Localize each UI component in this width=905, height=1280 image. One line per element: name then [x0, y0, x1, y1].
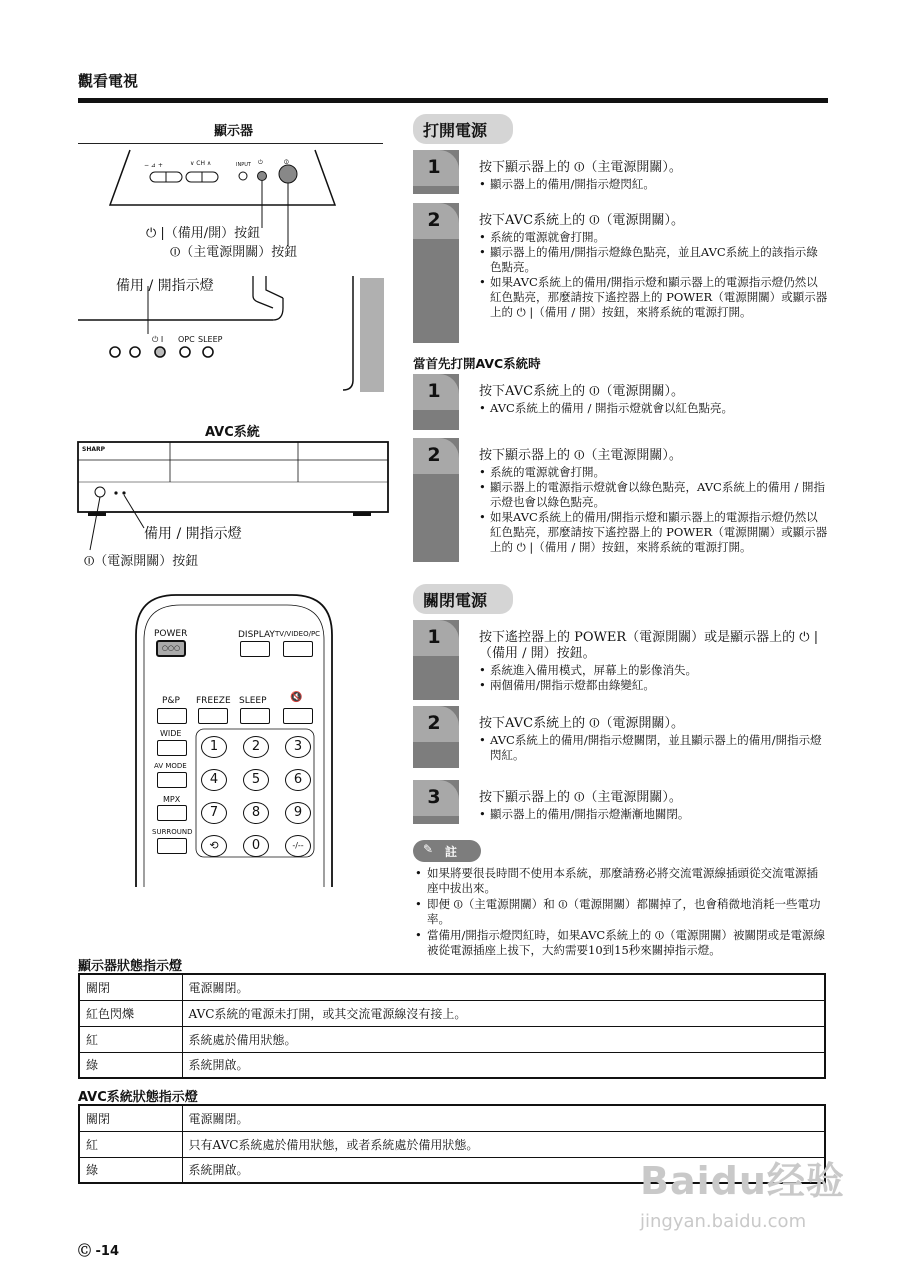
remote-pnp-label: P&P [162, 696, 180, 706]
vol-label: − ⊿ + [144, 162, 163, 169]
step-tab: 2 [413, 203, 459, 343]
remote-sleep-button[interactable] [240, 708, 270, 724]
ch-label: ∨ CH ∧ [190, 160, 212, 167]
step-tab: 2 [413, 706, 459, 768]
step-tab: 3 [413, 780, 459, 824]
remote-pnp-button[interactable] [157, 708, 187, 724]
step-bullet: • 兩個備用/開指示燈都由綠變紅。 [479, 678, 829, 693]
step-bullet: • 如果AVC系統上的備用/開指示燈和顯示器上的電源指示燈仍然以紅色點亮，那麼請按下遙控器上的 POWER（電源開關）或顯示器上的 ⏻ |（備用 / 開）按鈕，來將系統的電源打開。 [479, 510, 829, 555]
step-bullet: • 顯示器上的備用/開指示燈閃紅。 [479, 177, 829, 192]
input-label: INPUT [236, 162, 251, 168]
remote-mute-button[interactable] [283, 708, 313, 724]
standby-glyph: ⏻ [258, 159, 263, 166]
step-tab: 2 [413, 438, 459, 562]
note-item: • 即便 ⏼（主電源開關）和 ⏼（電源開關）都關掉了，也會稍微地消耗一些電功率。 [413, 897, 828, 926]
avc-power-button-label: ⏼（電源開關）按鈕 [84, 554, 199, 569]
indicator-opc-text: OPC [178, 335, 195, 344]
main-power-button-label: ⏼（主電源開關）按鈕 [170, 245, 298, 260]
remote-power-label: POWER [154, 629, 188, 639]
remote-display-label: DISPLAY [238, 630, 275, 640]
avc-first-subhead: 當首先打開AVC系統時 [413, 356, 541, 371]
indicator-standby-text: ⏻ I [152, 335, 164, 344]
power-glyph: ⏼ [284, 159, 289, 166]
step-instruction: 按下AVC系統上的 ⏼（電源開關）。 [479, 213, 684, 228]
baidu-watermark: Baidu经验 jingyan.baidu.com [640, 1159, 845, 1232]
remote-key-9[interactable]: 9 [285, 802, 311, 824]
avc-brand-logo: SHARP [82, 446, 106, 453]
table-row: 關閉 電源關閉。 [79, 1105, 825, 1131]
table-row: 紅色閃爍 AVC系統的電源未打開，或其交流電源線沒有接上。 [79, 1000, 825, 1026]
display-title: 顯示器 [214, 124, 254, 139]
step-instruction: 按下AVC系統上的 ⏼（電源開關）。 [479, 716, 684, 731]
remote-key-7[interactable]: 7 [201, 802, 227, 824]
display-corner-diagram [78, 268, 388, 400]
display-status-table [78, 973, 826, 1079]
remote-freeze-label: FREEZE [196, 696, 231, 706]
step-bullet: • 系統的電源就會打開。 [479, 465, 829, 480]
display-indicator-label: 備用 / 開指示燈 [116, 278, 214, 294]
remote-key-dash[interactable]: -/-- [285, 835, 311, 857]
step-bullet: • AVC系統上的備用 / 開指示燈就會以紅色點亮。 [479, 401, 829, 416]
note-list [413, 866, 828, 959]
page-number: Ⓒ -14 [78, 1244, 120, 1259]
remote-avmode-label: AV MODE [154, 762, 187, 770]
remote-key-0[interactable]: 0 [243, 835, 269, 857]
remote-surround-button[interactable] [157, 838, 187, 854]
remote-avmode-button[interactable] [157, 772, 187, 788]
remote-power-button[interactable]: ○○○ [156, 640, 186, 657]
page-title: 觀看電視 [78, 72, 139, 90]
step-bullet: • 系統進入備用模式，屏幕上的影像消失。 [479, 663, 829, 678]
avc-title: AVC系統 [205, 425, 260, 440]
avc-system-diagram [78, 442, 390, 517]
remote-wide-button[interactable] [157, 740, 187, 756]
indicator-sleep-text: SLEEP [198, 335, 223, 344]
step-instruction: 按下顯示器上的 ⏼（主電源開關）。 [479, 448, 682, 463]
power-on-heading: 打開電源 [413, 114, 513, 144]
step-tab: 1 [413, 620, 459, 700]
step-instruction: 按下顯示器上的 ⏼（主電源開關）。 [479, 790, 682, 805]
remote-key-5[interactable]: 5 [243, 769, 269, 791]
table-row: 綠 系統開啟。 [79, 1157, 825, 1183]
remote-display-button[interactable] [240, 641, 270, 657]
remote-key-8[interactable]: 8 [243, 802, 269, 824]
remote-mpx-label: MPX [163, 795, 181, 804]
paperclip-icon: ✎ [423, 842, 434, 856]
remote-key-2[interactable]: 2 [243, 736, 269, 758]
step-bullet: • AVC系統上的備用/開指示燈關閉，並且顯示器上的備用/開指示燈閃紅。 [479, 733, 829, 763]
avc-status-title: AVC系統狀態指示燈 [78, 1090, 198, 1105]
step-bullet: • 顯示器上的備用/開指示燈綠色點亮，並且AVC系統上的該指示綠色點亮。 [479, 245, 829, 275]
table-row: 關閉 電源關閉。 [79, 974, 825, 1000]
note-tag: ✎ 註 [413, 840, 481, 862]
display-status-title: 顯示器狀態指示燈 [78, 959, 183, 974]
step-tab: 1 [413, 374, 459, 430]
remote-sleep-label: SLEEP [239, 696, 267, 706]
power-off-heading: 關閉電源 [413, 584, 513, 614]
note-item: • 當備用/開指示燈閃紅時，如果AVC系統上的 ⏼（電源開關）被關閉或是電源線被從電源插座上拔下，大約需要10到15秒來關掉指示燈。 [413, 928, 828, 957]
remote-surround-label: SURROUND [152, 828, 193, 836]
avc-indicator-label: 備用 / 開指示燈 [144, 526, 242, 542]
step-bullet: • 如果AVC系統上的備用/開指示燈和顯示器上的電源指示燈仍然以紅色點亮，那麼請按下遙控器上的 POWER（電源開關）或顯示器上的 ⏻ |（備用 / 開）按鈕，來將系統的電源打開。 [479, 275, 829, 320]
remote-key-flashback[interactable]: ⟲ [201, 835, 227, 857]
display-title-rule [78, 143, 383, 144]
remote-freeze-button[interactable] [198, 708, 228, 724]
remote-key-4[interactable]: 4 [201, 769, 227, 791]
header-rule [78, 98, 828, 103]
remote-tvvideo-button[interactable] [283, 641, 313, 657]
step-instruction: 按下顯示器上的 ⏼（主電源開關）。 [479, 160, 682, 175]
mute-icon: 🔇 [290, 692, 303, 703]
note-item: • 如果將要很長時間不使用本系統，那麼請務必將交流電源線插頭從交流電源插座中拔出來。 [413, 866, 828, 895]
table-row: 紅 只有AVC系統處於備用狀態，或者系統處於備用狀態。 [79, 1131, 825, 1157]
remote-tvvideo-label: TV/VIDEO/PC [275, 630, 321, 638]
table-row: 紅 系統處於備用狀態。 [79, 1026, 825, 1052]
step-bullet: • 系統的電源就會打開。 [479, 230, 829, 245]
step-bullet: • 顯示器上的備用/開指示燈漸漸地關閉。 [479, 807, 829, 822]
step-instruction: 按下遙控器上的 POWER（電源開關）或是顯示器上的 ⏻ |（備用 / 開）按鈕。 [479, 630, 819, 661]
remote-key-6[interactable]: 6 [285, 769, 311, 791]
standby-button-label: ⏻ |（備用/開）按鈕 [146, 226, 261, 241]
remote-mpx-button[interactable] [157, 805, 187, 821]
remote-key-1[interactable]: 1 [201, 736, 227, 758]
table-row: 綠 系統開啟。 [79, 1052, 825, 1078]
remote-key-3[interactable]: 3 [285, 736, 311, 758]
step-instruction: 按下AVC系統上的 ⏼（電源開關）。 [479, 384, 684, 399]
remote-wide-label: WIDE [160, 729, 182, 738]
step-tab: 1 [413, 150, 459, 194]
step-bullet: • 顯示器上的電源指示燈就會以綠色點亮，AVC系統上的備用 / 開指示燈也會以綠色點亮。 [479, 480, 829, 510]
